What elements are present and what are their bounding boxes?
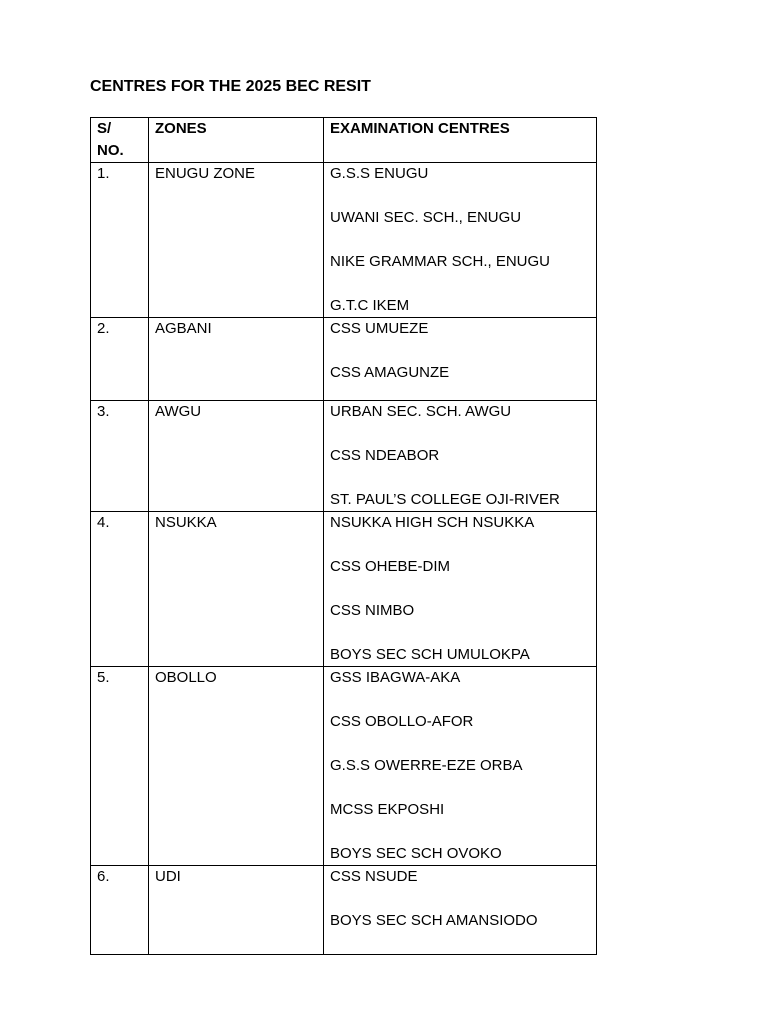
header-centres: EXAMINATION CENTRES: [324, 118, 597, 163]
table-row: [91, 866, 597, 955]
exam-centre: BOYS SEC SCH AMANSIODO: [330, 912, 538, 929]
table-row: [91, 163, 597, 318]
row-centres: [324, 318, 597, 401]
row-sno: 3.: [91, 401, 149, 512]
row-zone: AGBANI: [149, 318, 324, 401]
row-sno: 2.: [91, 318, 149, 401]
exam-centre: NIKE GRAMMAR SCH., ENUGU: [330, 253, 551, 270]
header-sno: S/ NO.: [91, 118, 149, 163]
exam-centre: G.T.C IKEM: [330, 297, 410, 314]
exam-centre: CSS NSUDE: [330, 868, 418, 885]
header-zones: ZONES: [149, 118, 324, 163]
exam-centre: G.S.S ENUGU: [330, 165, 429, 182]
row-zone: NSUKKA: [149, 512, 324, 667]
table-row: [91, 667, 597, 866]
row-zone: ENUGU ZONE: [149, 163, 324, 318]
row-centres: [324, 667, 597, 866]
row-zone: UDI: [149, 866, 324, 955]
row-zone: AWGU: [149, 401, 324, 512]
exam-centre: CSS NDEABOR: [330, 447, 440, 464]
centres-table: [90, 117, 597, 955]
exam-centre: CSS AMAGUNZE: [330, 364, 450, 381]
table-header-row: [91, 118, 597, 163]
row-zone: OBOLLO: [149, 667, 324, 866]
table-row: [91, 318, 597, 401]
document-title: CENTRES FOR THE 2025 BEC RESIT: [90, 78, 371, 95]
exam-centre: CSS NIMBO: [330, 602, 415, 619]
row-centres: [324, 163, 597, 318]
exam-centre: UWANI SEC. SCH., ENUGU: [330, 209, 522, 226]
exam-centre: CSS UMUEZE: [330, 320, 429, 337]
exam-centre: BOYS SEC SCH UMULOKPA: [330, 646, 530, 663]
table-row: [91, 401, 597, 512]
table-row: [91, 512, 597, 667]
table-body: [91, 163, 597, 955]
row-centres: [324, 401, 597, 512]
exam-centre: BOYS SEC SCH OVOKO: [330, 845, 502, 862]
exam-centre: ST. PAUL’S COLLEGE OJI-RIVER: [330, 491, 560, 508]
row-sno: 6.: [91, 866, 149, 955]
exam-centre: G.S.S OWERRE-EZE ORBA: [330, 757, 523, 774]
exam-centre: MCSS EKPOSHI: [330, 801, 445, 818]
exam-centre: NSUKKA HIGH SCH NSUKKA: [330, 514, 535, 531]
row-sno: 1.: [91, 163, 149, 318]
exam-centre: GSS IBAGWA-AKA: [330, 669, 461, 686]
row-centres: [324, 512, 597, 667]
exam-centre: CSS OBOLLO-AFOR: [330, 713, 474, 730]
exam-centre: URBAN SEC. SCH. AWGU: [330, 403, 512, 420]
exam-centre: CSS OHEBE-DIM: [330, 558, 451, 575]
row-sno: 4.: [91, 512, 149, 667]
row-sno: 5.: [91, 667, 149, 866]
row-centres: [324, 866, 597, 955]
